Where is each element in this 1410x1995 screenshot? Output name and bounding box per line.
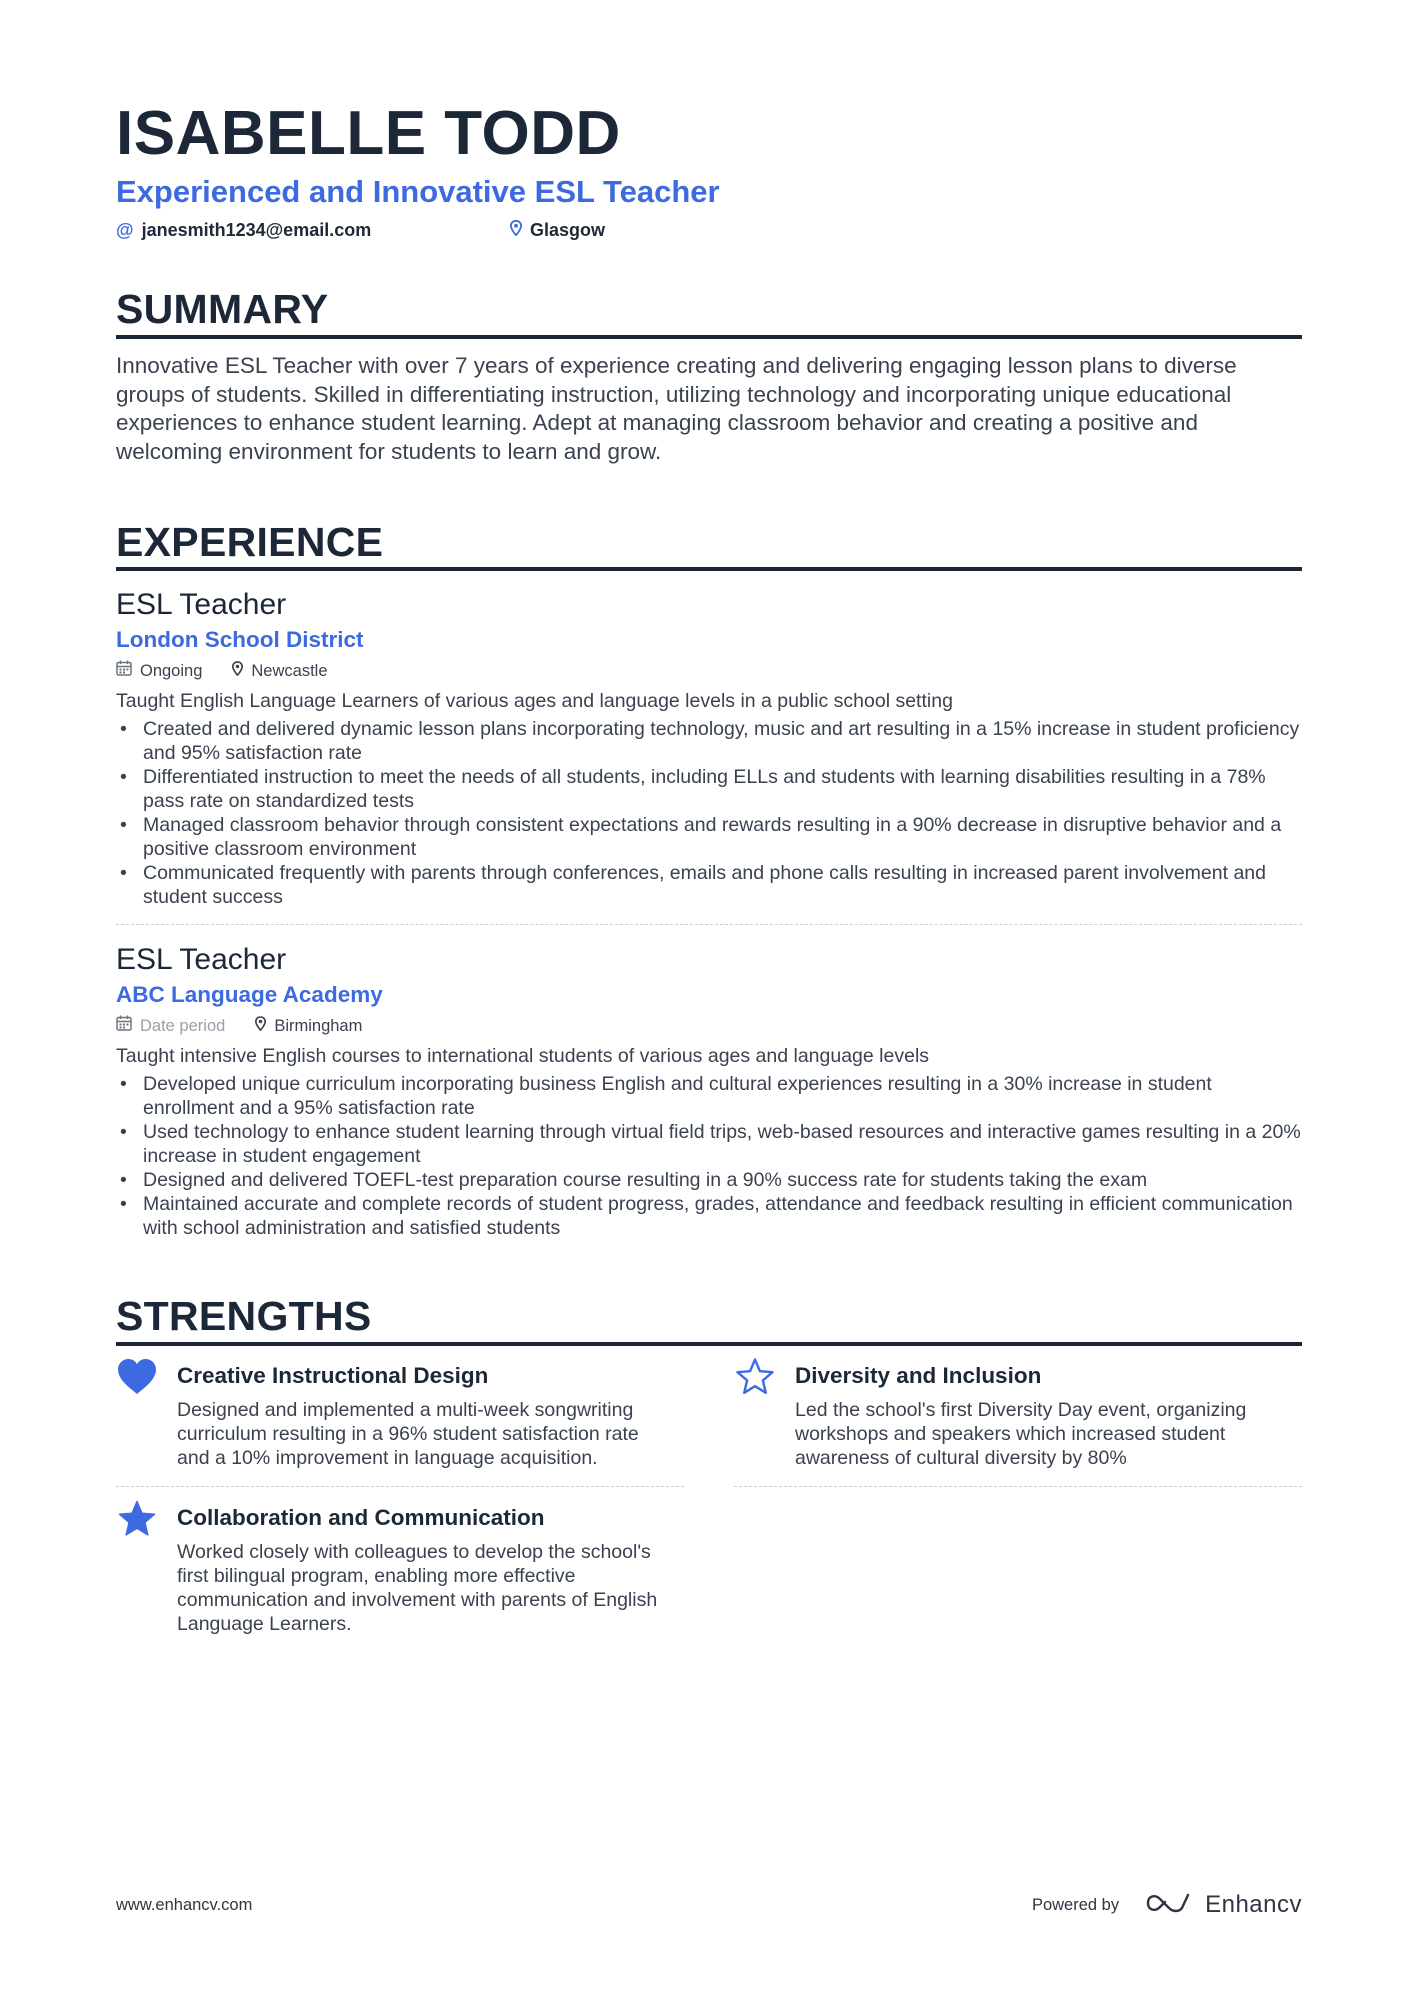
experience-rule	[116, 567, 1302, 571]
strength-item	[116, 1356, 646, 1476]
strengths-rule	[116, 1342, 1302, 1346]
job-date	[116, 659, 202, 683]
job-title: ESL Teacher	[116, 588, 287, 621]
strengths-heading: STRENGTHS	[116, 1293, 372, 1339]
job-bullets	[116, 1072, 1302, 1240]
job-company[interactable]: ABC Language Academy	[116, 982, 383, 1007]
job-description: Taught intensive English courses to international students of various ages and language levels	[116, 1045, 930, 1067]
heart-icon	[116, 1356, 158, 1398]
at-icon: @	[116, 220, 134, 240]
job-date	[116, 1014, 225, 1038]
enhancv-logo-icon	[1145, 1890, 1191, 1921]
job-divider	[116, 924, 1302, 925]
job-location	[232, 659, 327, 683]
job-bullet: • Managed classroom behavior through consistent expectations and rewards resulting in a 90% decrease in disruptive behavior and a positive classroom environment	[116, 813, 1302, 861]
strength-title: Collaboration and Communication	[177, 1505, 545, 1530]
job-meta	[116, 659, 1302, 683]
star-filled-icon	[116, 1498, 158, 1540]
calendar-icon	[116, 659, 132, 683]
job-bullet: • Developed unique curriculum incorporating business English and cultural experiences resulting in a 30% increase in student enrollment and a 95% satisfaction rate	[116, 1072, 1302, 1120]
summary-rule	[116, 335, 1302, 339]
strength-divider	[734, 1486, 1302, 1487]
location-pin-icon	[232, 659, 243, 683]
candidate-name: ISABELLE TODD	[116, 99, 621, 168]
experience-heading: EXPERIENCE	[116, 519, 384, 565]
job-bullet: • Communicated frequently with parents through conferences, emails and phone calls resulting in increased parent involvement and student success	[116, 861, 1302, 909]
strength-item	[116, 1498, 658, 1648]
strength-description: Designed and implemented a multi-week songwriting curriculum resulting in a 96% student satisfaction rate and a 10% improvement in language acquisition.	[177, 1399, 639, 1469]
job-bullet: • Designed and delivered TOEFL-test preparation course resulting in a 90% success rate for students taking the exam	[116, 1168, 1302, 1192]
job-bullet: • Created and delivered dynamic lesson plans incorporating technology, music and art resulting in a 15% increase in student proficiency and 95% satisfaction rate	[116, 717, 1302, 765]
job-meta	[116, 1014, 1302, 1038]
star-outline-icon	[734, 1356, 776, 1398]
email-text: janesmith1234@email.com	[141, 220, 372, 240]
job-title: ESL Teacher	[116, 943, 287, 976]
job-date-text: Ongoing	[140, 662, 203, 680]
location-pin-icon	[510, 218, 522, 242]
powered-by-text: Powered by	[1031, 1895, 1120, 1914]
location-pin-icon	[255, 1014, 266, 1038]
job-location-text: Newcastle	[251, 662, 328, 680]
job-bullet: • Used technology to enhance student learning through virtual field trips, web-based resources and interactive games resulting in a 20% increase in student engagement	[116, 1120, 1302, 1168]
strength-divider	[116, 1486, 684, 1487]
strength-description: Led the school's first Diversity Day event, organizing workshops and speakers which increased student awareness of cultural diversity by 80%	[795, 1399, 1247, 1469]
summary-heading: SUMMARY	[116, 286, 329, 332]
candidate-role: Experienced and Innovative ESL Teacher	[116, 174, 720, 209]
job-bullet: • Maintained accurate and complete records of student progress, grades, attendance and feedback resulting in efficient communication with school administration and satisfied students	[116, 1192, 1302, 1240]
contact-email[interactable]	[116, 218, 371, 242]
summary-text: Innovative ESL Teacher with over 7 years of experience creating and delivering engaging lesson plans to diverse groups of students. Skilled in differentiating instruction, utilizing technology and incorporating unique educational experiences to enhance student learning. Adept at managing classroom behavior and creating a positive and welcoming environment for students to learn and grow.	[116, 353, 1237, 464]
job-entry	[116, 587, 1302, 909]
job-bullet: • Differentiated instruction to meet the needs of all students, including ELLs and students with learning disabilities resulting in a 78% pass rate on standardized tests	[116, 765, 1302, 813]
brand-name: Enhancv	[1205, 1891, 1302, 1918]
resume-page	[116, 0, 1302, 1995]
strength-title: Diversity and Inclusion	[795, 1363, 1042, 1388]
job-company[interactable]: London School District	[116, 627, 364, 652]
contact-location	[510, 218, 605, 242]
job-entry	[116, 942, 1302, 1240]
job-date-text: Date period	[140, 1017, 226, 1035]
calendar-icon	[116, 1014, 132, 1038]
footer-powered-by[interactable]	[1032, 1890, 1302, 1920]
job-location	[255, 1014, 362, 1038]
contact-row	[116, 218, 1302, 242]
strength-description: Worked closely with colleagues to develop the school's first bilingual program, enabling more effective communication and involvement with parents of English Language Learners.	[177, 1541, 658, 1635]
job-location-text: Birmingham	[274, 1017, 363, 1035]
strength-title: Creative Instructional Design	[177, 1363, 489, 1388]
footer-url[interactable]: www.enhancv.com	[116, 1896, 253, 1914]
strength-item	[734, 1356, 1264, 1476]
job-description: Taught English Language Learners of various ages and language levels in a public school setting	[116, 690, 953, 712]
location-text: Glasgow	[530, 220, 606, 240]
job-bullets	[116, 717, 1302, 909]
